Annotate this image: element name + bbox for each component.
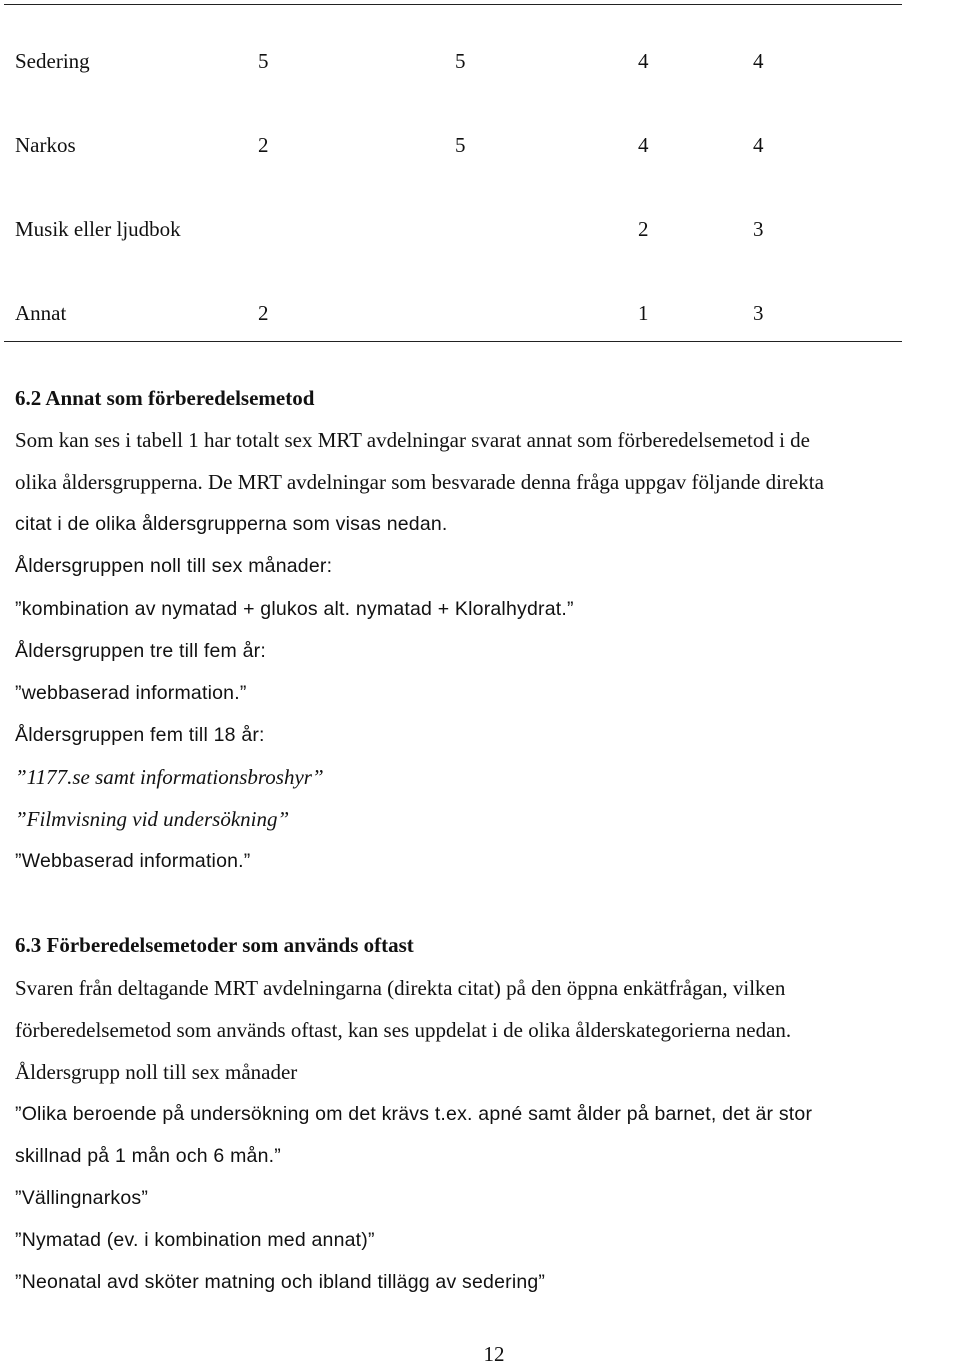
- row-label: Narkos: [15, 133, 76, 157]
- quote-line: skillnad på 1 mån och 6 mån.”: [15, 1145, 281, 1167]
- paragraph-line: citat i de olika åldersgrupperna som visas nedan.: [15, 513, 448, 535]
- cell-value: 2: [258, 133, 269, 157]
- cell-value: 4: [638, 133, 649, 157]
- cell-value: 1: [638, 301, 649, 325]
- age-group-label: Åldersgruppen noll till sex månader:: [15, 555, 333, 577]
- paragraph-line: olika åldersgrupperna. De MRT avdelningar som besvarade denna fråga uppgav följande direkta: [15, 470, 824, 494]
- cell-value: 3: [753, 301, 764, 325]
- quote-line: ”Vällingnarkos”: [15, 1187, 149, 1209]
- age-group-label: Åldersgrupp noll till sex månader: [15, 1060, 298, 1084]
- quote-line: ”1177.se samt informationsbroshyr”: [15, 765, 324, 789]
- cell-value: 3: [753, 217, 764, 241]
- cell-value: 5: [258, 49, 269, 73]
- cell-value: 4: [753, 49, 764, 73]
- cell-value: 4: [753, 133, 764, 157]
- cell-value: 2: [638, 217, 649, 241]
- table-row: [0, 46, 960, 76]
- age-group-label: Åldersgruppen tre till fem år:: [15, 640, 266, 662]
- section-heading: 6.2 Annat som förberedelsemetod: [15, 386, 315, 410]
- cell-value: 2: [258, 301, 269, 325]
- quote-line: ”Nymatad (ev. i kombination med annat)”: [15, 1229, 375, 1251]
- page-number: 12: [483, 1342, 505, 1366]
- cell-value: 5: [455, 133, 466, 157]
- quote-line: ”webbaserad information.”: [15, 682, 247, 704]
- quote-line: ”kombination av nymatad + glukos alt. nymatad + Kloralhydrat.”: [15, 598, 574, 620]
- table-bottom-rule: [4, 341, 902, 342]
- table-row: [0, 214, 960, 244]
- paragraph-line: förberedelsemetod som används oftast, kan ses uppdelat i de olika ålderskategorierna nedan.: [15, 1018, 792, 1042]
- table-row: [0, 130, 960, 160]
- row-label: Annat: [15, 301, 67, 325]
- quote-line: ”Filmvisning vid undersökning”: [15, 807, 290, 831]
- row-label: Musik eller ljudbok: [15, 217, 181, 241]
- paragraph-line: Svaren från deltagande MRT avdelningarna (direkta citat) på den öppna enkätfrågan, vilken: [15, 976, 786, 1000]
- quote-line: ”Webbaserad information.”: [15, 850, 251, 872]
- quote-line: ”Neonatal avd sköter matning och ibland tillägg av sedering”: [15, 1271, 546, 1293]
- cell-value: 5: [455, 49, 466, 73]
- section-heading: 6.3 Förberedelsemetoder som används oftast: [15, 933, 414, 957]
- table-row: [0, 298, 960, 328]
- paragraph-line: Som kan ses i tabell 1 har totalt sex MRT avdelningar svarat annat som förberedelsemetod i de: [15, 428, 810, 452]
- table-top-rule: [4, 4, 902, 5]
- age-group-label: Åldersgruppen fem till 18 år:: [15, 724, 265, 746]
- quote-line: ”Olika beroende på undersökning om det krävs t.ex. apné samt ålder på barnet, det är stor: [15, 1103, 813, 1125]
- row-label: Sedering: [15, 49, 90, 73]
- cell-value: 4: [638, 49, 649, 73]
